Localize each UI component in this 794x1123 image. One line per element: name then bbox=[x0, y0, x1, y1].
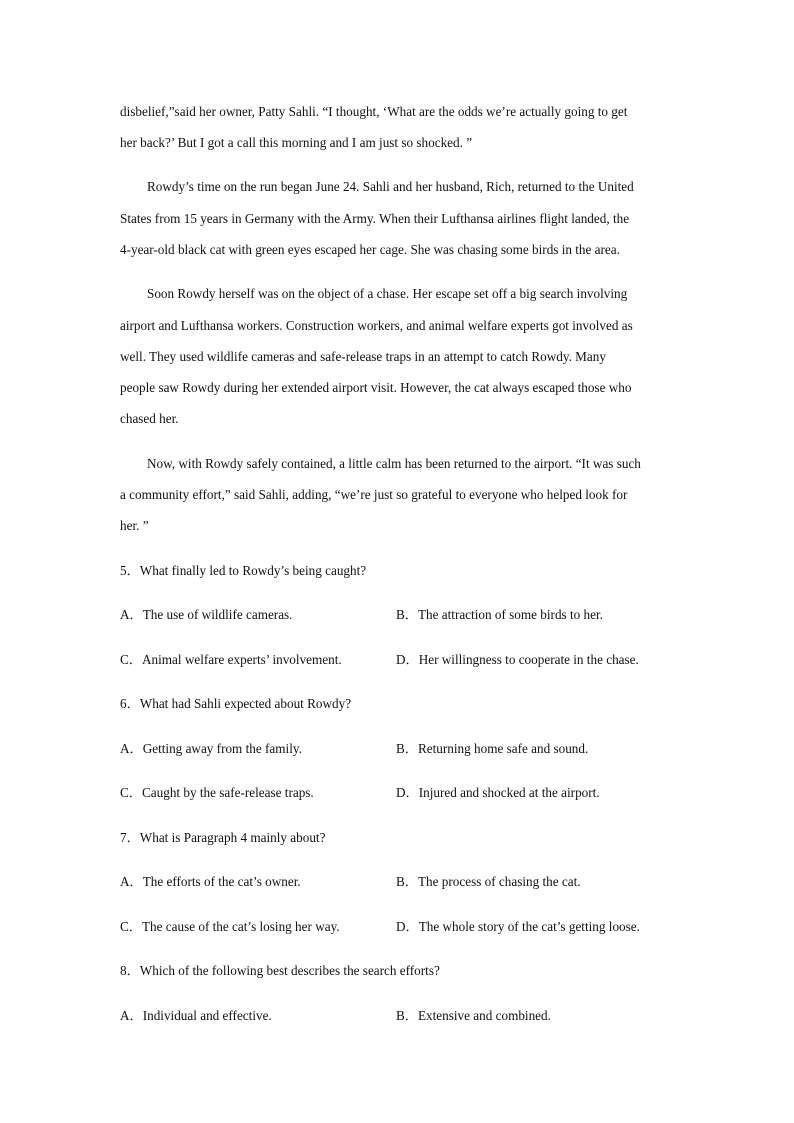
option-c[interactable]: C．Animal welfare experts’ involvement. bbox=[120, 652, 342, 667]
passage-line: disbelief,”said her owner, Patty Sahli. “I thought, ‘What are the odds we’re actually going to get bbox=[120, 104, 628, 119]
option-b[interactable]: B．Returning home safe and sound. bbox=[396, 741, 589, 756]
passage-line: people saw Rowdy during her extended airport visit. However, the cat always escaped those who bbox=[120, 380, 632, 395]
option-d[interactable]: D．Her willingness to cooperate in the chase. bbox=[396, 652, 639, 667]
question-stem: 6．What had Sahli expected about Rowdy? bbox=[120, 696, 352, 711]
option-a[interactable]: A．Getting away from the family. bbox=[120, 741, 302, 756]
passage-line: a community effort,” said Sahli, adding, “we’re just so grateful to everyone who helped look for bbox=[120, 487, 628, 502]
question-stem: 8．Which of the following best describes the search efforts? bbox=[120, 963, 440, 978]
option-b[interactable]: B．Extensive and combined. bbox=[396, 1008, 551, 1023]
option-d[interactable]: D．The whole story of the cat’s getting loose. bbox=[396, 919, 640, 934]
passage-line: 4-year-old black cat with green eyes escaped her cage. She was chasing some birds in the area. bbox=[120, 242, 620, 257]
question-stem: 7．What is Paragraph 4 mainly about? bbox=[120, 830, 326, 845]
passage-line: airport and Lufthansa workers. Construction workers, and animal welfare experts got involved as bbox=[120, 318, 633, 333]
passage-line: Rowdy’s time on the run began June 24. Sahli and her husband, Rich, returned to the United bbox=[147, 179, 634, 194]
option-d[interactable]: D．Injured and shocked at the airport. bbox=[396, 785, 600, 800]
passage-line: Now, with Rowdy safely contained, a little calm has been returned to the airport. “It was such bbox=[147, 456, 641, 471]
option-b[interactable]: B．The process of chasing the cat. bbox=[396, 874, 581, 889]
passage-line: Soon Rowdy herself was on the object of a chase. Her escape set off a big search involving bbox=[147, 286, 628, 301]
option-a[interactable]: A．The use of wildlife cameras. bbox=[120, 607, 293, 622]
passage-line: chased her. bbox=[120, 411, 179, 426]
passage-line: her back?’ But I got a call this morning and I am just so shocked. ” bbox=[120, 135, 473, 150]
passage-line: States from 15 years in Germany with the Army. When their Lufthansa airlines flight landed, the bbox=[120, 211, 630, 226]
question-stem: 5．What finally led to Rowdy’s being caught? bbox=[120, 563, 367, 578]
option-c[interactable]: C．The cause of the cat’s losing her way. bbox=[120, 919, 340, 934]
option-b[interactable]: B．The attraction of some birds to her. bbox=[396, 607, 603, 622]
passage-line: her. ” bbox=[120, 518, 149, 533]
passage-line: well. They used wildlife cameras and safe-release traps in an attempt to catch Rowdy. Many bbox=[120, 349, 606, 364]
option-c[interactable]: C．Caught by the safe-release traps. bbox=[120, 785, 314, 800]
option-a[interactable]: A．The efforts of the cat’s owner. bbox=[120, 874, 301, 889]
option-a[interactable]: A．Individual and effective. bbox=[120, 1008, 272, 1023]
